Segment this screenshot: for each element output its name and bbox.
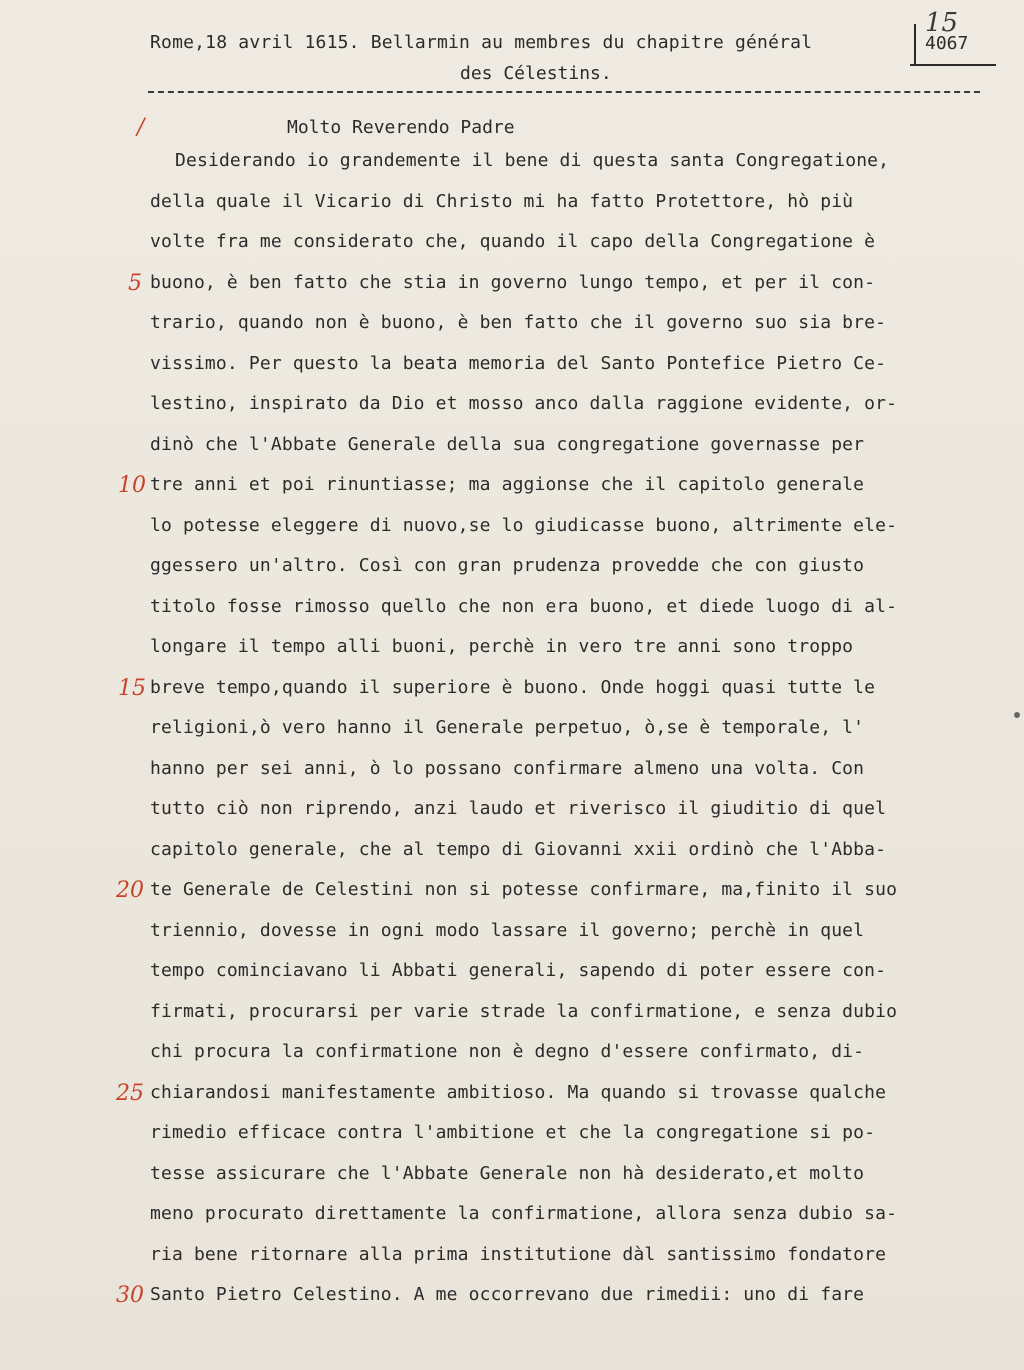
document-header-line1: Rome,18 avril 1615. Bellarmin au membres du chapitre général <box>150 32 813 53</box>
text-line: lestino, inspirato da Dio et mosso anco dalla raggione evidente, or- <box>150 393 898 414</box>
text-line: tesse assicurare che l'Abbate Generale non hà desiderato,et molto <box>150 1163 865 1184</box>
text-line: rimedio efficace contra l'ambitione et che la congregatione si po- <box>150 1122 876 1143</box>
line-number-25: 25 <box>116 1081 144 1106</box>
page-number-bar <box>914 24 916 64</box>
text-line: longare il tempo alli buoni, perchè in vero tre anni sono troppo <box>150 636 854 657</box>
header-divider <box>148 91 980 93</box>
line-number-10: 10 <box>118 473 146 498</box>
text-line: Desiderando io grandemente il bene di questa santa Congregatione, <box>175 150 890 171</box>
text-line: breve tempo,quando il superiore è buono. Onde hoggi quasi tutte le <box>150 677 876 698</box>
page-number-underline <box>910 64 996 66</box>
text-line: religioni,ò vero hanno il Generale perpetuo, ò,se è temporale, l' <box>150 717 865 738</box>
page-number-typed: 4067 <box>925 33 969 54</box>
text-line: dinò che l'Abbate Generale della sua congregatione governasse per <box>150 434 865 455</box>
text-line: trario, quando non è buono, è ben fatto che il governo suo sia bre- <box>150 312 887 333</box>
text-line: tempo cominciavano li Abbati generali, sapendo di poter essere con- <box>150 960 887 981</box>
text-line: lo potesse eleggere di nuovo,se lo giudicasse buono, altrimente ele- <box>150 515 898 536</box>
margin-mark-1: / <box>137 115 145 140</box>
text-line: firmati, procurarsi per varie strade la confirmatione, e senza dubio <box>150 1001 898 1022</box>
salutation: Molto Reverendo Padre <box>287 117 515 138</box>
text-line: chi procura la confirmatione non è degno d'essere confirmato, di- <box>150 1041 865 1062</box>
text-line: ggessero un'altro. Così con gran prudenza provedde che con giusto <box>150 555 865 576</box>
text-line: chiarandosi manifestamente ambitioso. Ma quando si trovasse qualche <box>150 1082 887 1103</box>
text-line: buono, è ben fatto che stia in governo lungo tempo, et per il con- <box>150 272 876 293</box>
text-line: triennio, dovesse in ogni modo lassare il governo; perchè in quel <box>150 920 865 941</box>
text-line: te Generale de Celestini non si potesse confirmare, ma,finito il suo <box>150 879 898 900</box>
text-line: tutto ciò non riprendo, anzi laudo et riverisco il giuditio di quel <box>150 798 887 819</box>
line-number-5: 5 <box>128 271 142 296</box>
line-number-30: 30 <box>116 1283 144 1308</box>
line-number-15: 15 <box>118 676 146 701</box>
text-line: vissimo. Per questo la beata memoria del Santo Pontefice Pietro Ce- <box>150 353 887 374</box>
text-line: ria bene ritornare alla prima institutione dàl santissimo fondatore <box>150 1244 887 1265</box>
text-line: volte fra me considerato che, quando il capo della Congregatione è <box>150 231 876 252</box>
text-line: Santo Pietro Celestino. A me occorrevano due rimedii: uno di fare <box>150 1284 865 1305</box>
text-line: tre anni et poi rinuntiasse; ma aggionse che il capitolo generale <box>150 474 865 495</box>
document-header-line2: des Célestins. <box>460 63 612 84</box>
paper-speck <box>1014 712 1020 718</box>
text-line: titolo fosse rimosso quello che non era buono, et diede luogo di al- <box>150 596 898 617</box>
page-number-handwritten: 15 <box>925 8 959 38</box>
line-number-20: 20 <box>116 878 144 903</box>
text-line: hanno per sei anni, ò lo possano confirmare almeno una volta. Con <box>150 758 865 779</box>
text-line: capitolo generale, che al tempo di Giovanni xxii ordinò che l'Abba- <box>150 839 887 860</box>
text-line: della quale il Vicario di Christo mi ha fatto Protettore, hò più <box>150 191 854 212</box>
text-line: meno procurato direttamente la confirmatione, allora senza dubio sa- <box>150 1203 898 1224</box>
